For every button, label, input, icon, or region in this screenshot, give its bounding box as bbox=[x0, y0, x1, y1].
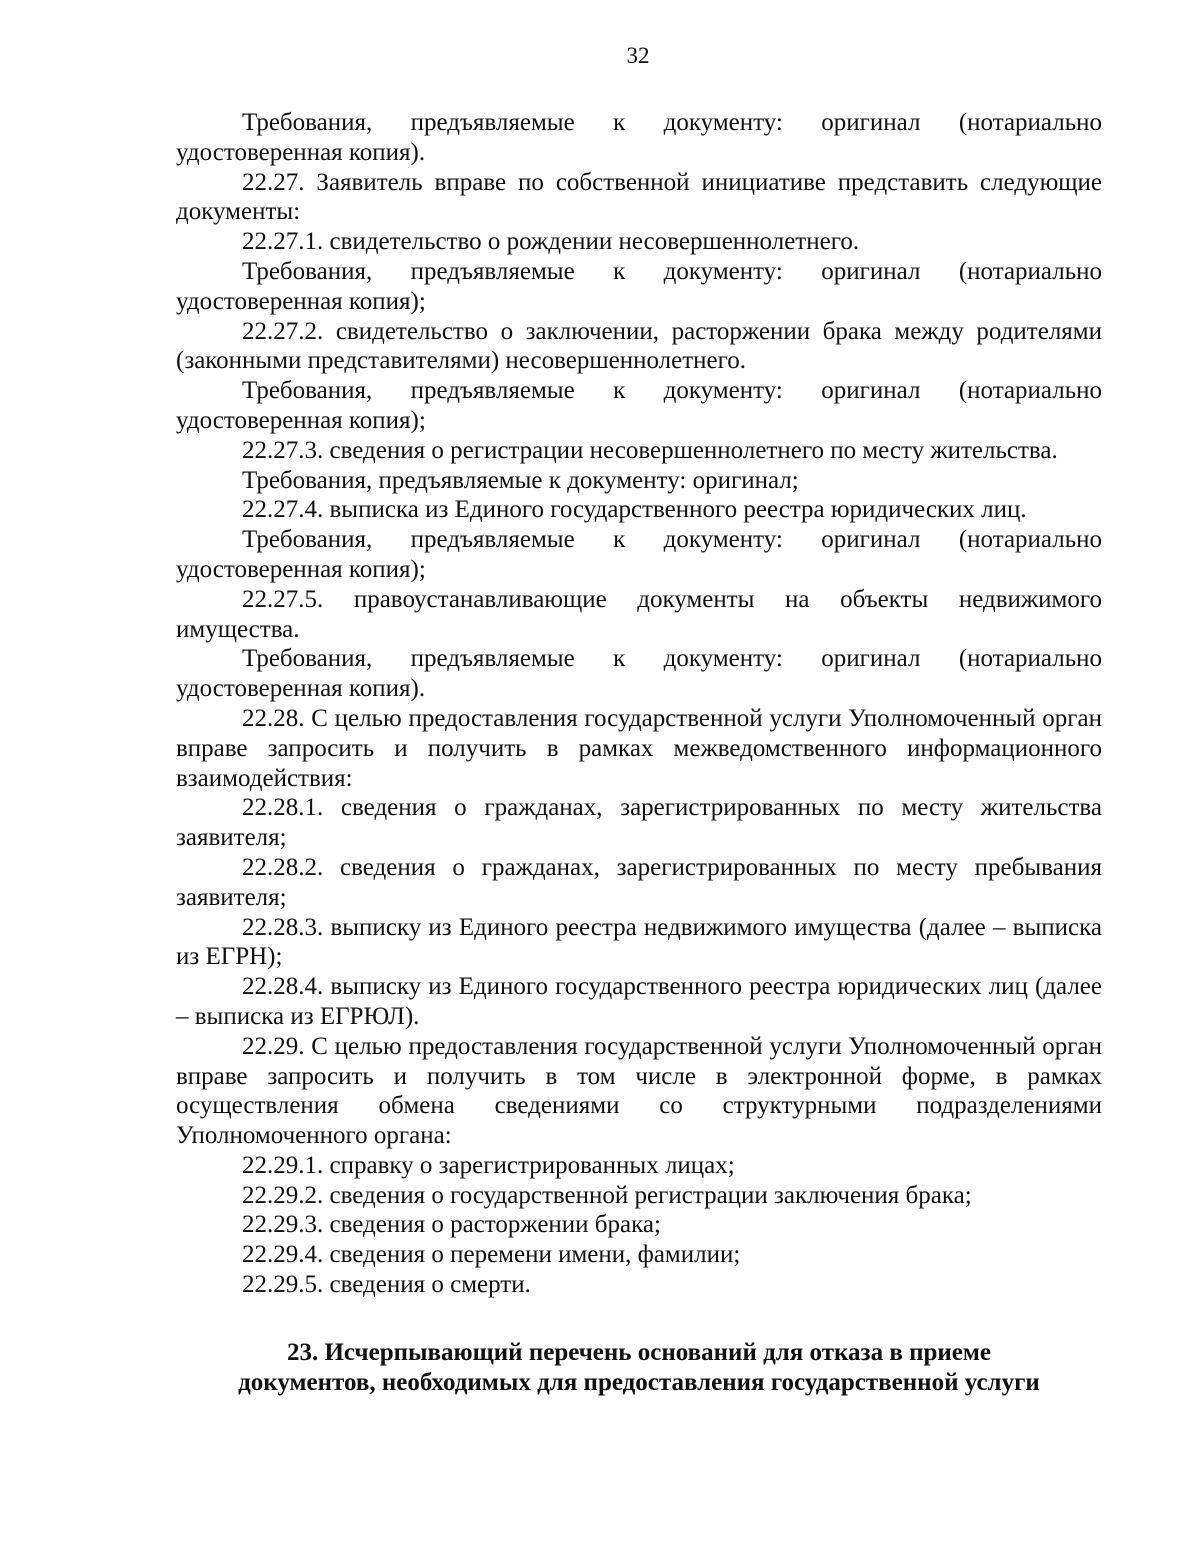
paragraph: Требования, предъявляемые к документу: оригинал (нотариально удостоверенная копия); bbox=[176, 257, 1102, 315]
paragraph: 22.28. С целью предоставления государственной услуги Уполномоченный орган вправе запросить и получить в рамках межведомственного информационного взаимодействия: bbox=[176, 704, 1102, 792]
paragraph: 22.27.1. свидетельство о рождении несовершеннолетнего. bbox=[242, 228, 860, 256]
paragraph: 22.28.3. выписку из Единого реестра недвижимого имущества (далее – выписка из ЕГРН); bbox=[176, 913, 1102, 971]
paragraph: Требования, предъявляемые к документу: оригинал; bbox=[242, 466, 799, 494]
paragraph: 22.29. С целью предоставления государственной услуги Уполномоченный орган вправе запросить и получить в том числе в электронной форме, в рамках осуществления обмена сведениями со структурными подразделениями Уполномоченного органа: bbox=[176, 1032, 1102, 1150]
paragraph: 22.27.5. правоустанавливающие документы на объекты недвижимого имущества. bbox=[176, 585, 1102, 643]
paragraph: Требования, предъявляемые к документу: оригинал (нотариально удостоверенная копия); bbox=[176, 377, 1102, 434]
paragraph: 22.27. Заявитель вправе по собственной инициативе представить следующие документы: bbox=[176, 168, 1102, 226]
paragraph: 22.27.4. выписка из Единого государственного реестра юридических лиц. bbox=[242, 496, 1027, 524]
paragraph: 22.28.2. сведения о гражданах, зарегистрированных по месту пребывания заявителя; bbox=[176, 853, 1102, 911]
paragraph: 22.29.5. сведения о смерти. bbox=[242, 1271, 531, 1299]
page-number: 32 bbox=[626, 43, 650, 68]
paragraph: 22.27.3. сведения о регистрации несовершеннолетнего по месту жительства. bbox=[242, 436, 1058, 464]
paragraph: Требования, предъявляемые к документу: оригинал (нотариально удостоверенная копия); bbox=[176, 526, 1102, 583]
paragraph: 22.29.4. сведения о перемени имени, фамилии; bbox=[242, 1241, 741, 1269]
section-heading-line: документов, необходимых для предоставления государственной услуги bbox=[238, 1369, 1040, 1396]
paragraph: 22.27.2. свидетельство о заключении, расторжении брака между родителями (законными представителями) несовершеннолетнего. bbox=[176, 317, 1102, 375]
document-body bbox=[176, 108, 1102, 1300]
section-heading bbox=[176, 1338, 1102, 1398]
paragraph: 22.28.1. сведения о гражданах, зарегистрированных по месту жительства заявителя; bbox=[176, 794, 1102, 852]
section-heading-line: 23. Исчерпывающий перечень оснований для отказа в приеме bbox=[286, 1339, 992, 1366]
paragraph: 22.29.2. сведения о государственной регистрации заключения брака; bbox=[242, 1181, 972, 1209]
paragraph: Требования, предъявляемые к документу: оригинал (нотариально удостоверенная копия). bbox=[176, 109, 1102, 166]
paragraph: 22.29.1. справку о зарегистрированных лицах; bbox=[242, 1151, 735, 1179]
paragraph: 22.29.3. сведения о расторжении брака; bbox=[242, 1211, 661, 1239]
paragraph: 22.28.4. выписку из Единого государственного реестра юридических лиц (далее – выписка из ЕГРЮЛ). bbox=[176, 973, 1102, 1030]
paragraph: Требования, предъявляемые к документу: оригинал (нотариально удостоверенная копия). bbox=[176, 645, 1102, 703]
